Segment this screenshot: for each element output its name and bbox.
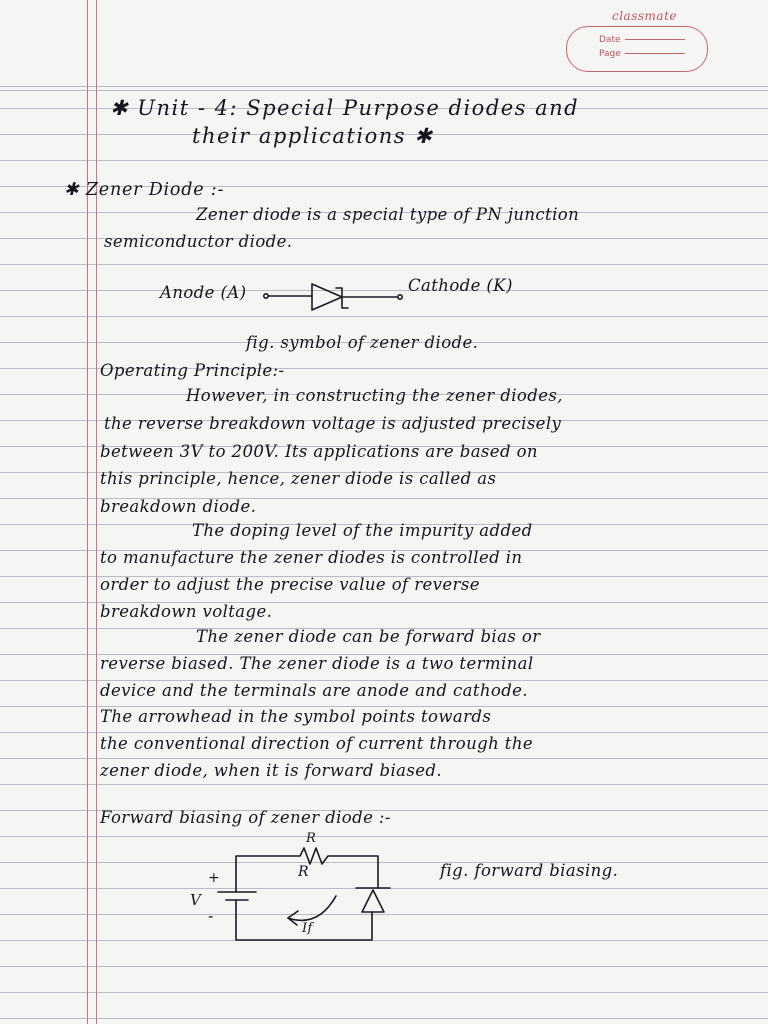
text-line: to manufacture the zener diodes is controlled in — [100, 548, 523, 567]
page-header — [0, 0, 768, 88]
text-line: order to adjust the precise value of reverse — [100, 575, 480, 594]
header-rule — [0, 86, 768, 87]
text-line: between 3V to 200V. Its applications are based on — [100, 442, 538, 461]
cathode-label: Cathode (K) — [408, 276, 513, 295]
forward-bias-circuit — [0, 830, 768, 950]
text-line: The arrowhead in the symbol points towards — [100, 707, 492, 726]
text-line: breakdown voltage. — [100, 602, 273, 621]
text-line: zener diode, when it is forward biased. — [100, 761, 442, 780]
page-title-line2: their applications ✱ — [192, 124, 434, 148]
section-heading-zener: ✱ Zener Diode :- — [64, 180, 225, 200]
text-line: The zener diode can be forward bias or — [196, 627, 541, 646]
operating-heading: Operating Principle:- — [100, 361, 285, 380]
date-label: Date — [599, 35, 621, 45]
text-line: the reverse breakdown voltage is adjusted precisely — [104, 414, 562, 433]
source-voltage-label: V — [190, 891, 202, 909]
symbol-caption: fig. symbol of zener diode. — [246, 333, 479, 352]
battery-minus: - — [208, 906, 214, 925]
text-line: breakdown diode. — [100, 497, 257, 516]
text-line: device and the terminals are anode and cathode. — [100, 681, 528, 700]
resistor-label-top: R — [306, 831, 317, 846]
resistor-label: R — [298, 864, 309, 880]
anode-label: Anode (A) — [160, 283, 247, 302]
brand-logo: classmate — [612, 9, 677, 23]
text-line: this principle, hence, zener diode is called as — [100, 469, 497, 488]
page-title: ✱ Unit - 4: Special Purpose diodes and — [110, 96, 580, 120]
battery-plus: + — [208, 870, 221, 886]
zener-diode-symbol — [0, 280, 768, 320]
forward-heading: Forward biasing of zener diode :- — [100, 808, 391, 827]
figure-caption: fig. forward biasing. — [440, 861, 619, 880]
zener-definition: Zener diode is a special type of PN junction — [196, 205, 580, 224]
current-label: If — [302, 921, 313, 936]
text-line: The doping level of the impurity added — [192, 521, 533, 540]
page-label: Page — [599, 49, 621, 59]
text-line: However, in constructing the zener diodes, — [186, 386, 563, 405]
date-page-stamp — [566, 26, 708, 72]
text-line: the conventional direction of current through the — [100, 734, 534, 753]
header-rule-2 — [0, 90, 768, 91]
zener-definition-2: semiconductor diode. — [104, 232, 293, 251]
text-line: reverse biased. The zener diode is a two terminal — [100, 654, 534, 673]
